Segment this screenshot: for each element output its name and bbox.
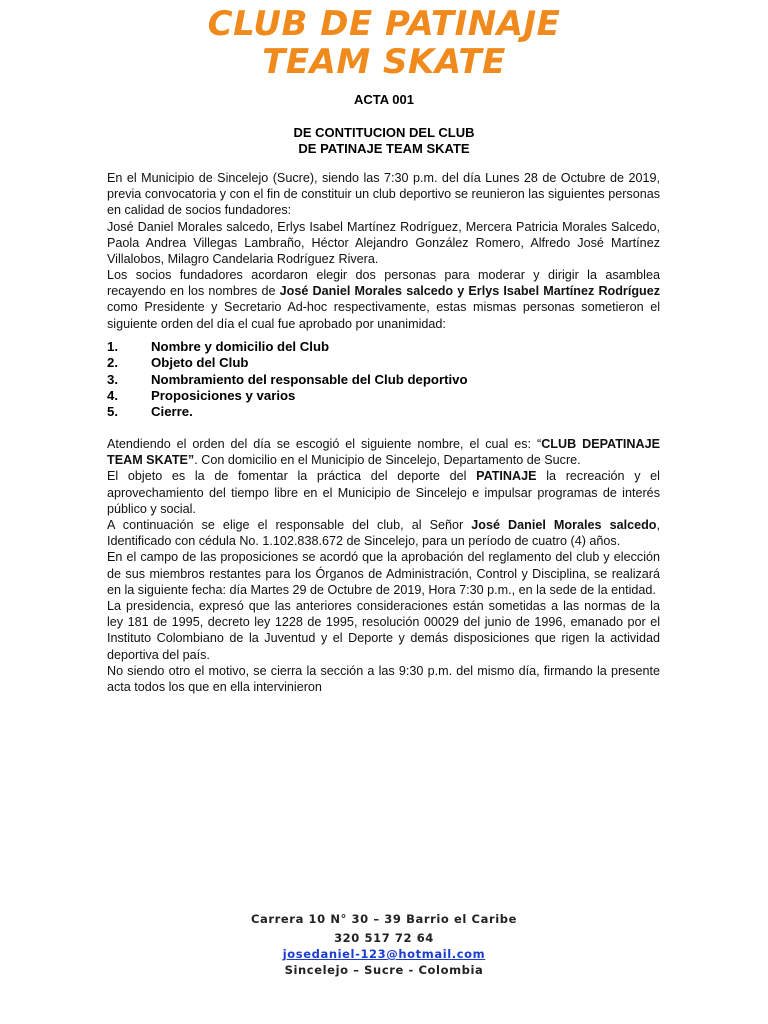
text-line: Villalobos, Milagro Candelaria Rodríguez Rivera. [107, 252, 379, 267]
text-span: Atendiendo el orden del día se escogió el siguiente nombre, el cual es: “ [107, 437, 542, 451]
agenda-list [107, 339, 660, 420]
agenda-item [107, 388, 660, 404]
text-line: en la siguiente fecha: día Martes 29 de Octubre de 2019, Hora 7:30 p.m., en la sede de la entidad. [107, 582, 656, 597]
agenda-item [107, 372, 660, 388]
footer-address: Carrera 10 N° 30 – 39 Barrio el Caribe [250, 912, 518, 926]
text-line: Paola Andrea Villegas Lambraño, Héctor Alejandro González Romero, Alfredo José Martínez [107, 235, 660, 250]
text-line: acta todos los que en ella intervinieron [107, 680, 322, 695]
footer-city: Sincelejo – Sucre - Colombia [284, 963, 484, 977]
paragraph-founders [107, 170, 660, 267]
moderator-names: José Daniel Morales salcedo y Erlys Isabel Martínez Rodríguez [279, 284, 661, 299]
agenda-item [107, 339, 660, 355]
text-line: No siendo otro el motivo, se cierra la sección a las 9:30 p.m. del mismo día, firmando la presente [107, 663, 660, 678]
agenda-item-text: Proposiciones y varios [151, 387, 296, 403]
text-line: ley 181 de 1995, decreto ley 1228 de 1995, resolución 00029 del junio de 1996, emanado por el [107, 615, 660, 630]
text-line: previa convocatoria y con el fin de constituir un club deportivo se reunieron las siguientes personas [107, 187, 660, 202]
footer-email-link[interactable]: josedaniel-123@hotmail.com [282, 947, 486, 961]
agenda-item [107, 404, 660, 420]
agenda-item-number: 5. [107, 404, 118, 420]
club-name-bold: TEAM SKATE” [107, 453, 195, 468]
text-line [107, 517, 660, 533]
text-line: En el campo de las proposiciones se acordó que la aprobación del reglamento del club y elección [107, 550, 660, 565]
text-line [107, 283, 660, 299]
text-line [107, 436, 660, 452]
agenda-item-number: 1. [107, 339, 118, 354]
paragraph-resolutions [107, 436, 660, 695]
acta-number: ACTA 001 [354, 92, 414, 107]
text-line: La presidencia, expresó que las anteriores consideraciones están sometidas a las normas de la [107, 599, 660, 614]
sport-name-bold: PATINAJE [476, 469, 537, 484]
text-line: Instituto Colombiano de la Juventud y el Deporte y demás disposiciones que rigen la actividad [107, 631, 660, 646]
footer-email-row [0, 947, 768, 961]
agenda-item-text: Objeto del Club [151, 355, 249, 371]
club-title-line2: TEAM SKATE [262, 42, 506, 82]
text-span: . Con domicilio en el Municipio de Sincelejo, Departamento de Sucre. [194, 453, 581, 468]
text-line: siguiente orden del día el cual fue aprobado por unanimidad: [107, 316, 446, 331]
agenda-item-text: Nombre y domicilio del Club [151, 339, 330, 354]
club-name-bold: CLUB DEPATINAJE [541, 437, 661, 451]
text-line: deportiva del país. [107, 647, 210, 662]
text-line [107, 452, 660, 468]
text-line: de sus miembros restantes para los Órganos de Administración, Control y Disciplina, se realizará [107, 566, 660, 581]
text-line: Los socios fundadores acordaron elegir dos personas para moderar y dirigir la asamblea [107, 268, 660, 282]
text-span: la recreación y el [536, 469, 660, 484]
agenda-item-text: Nombramiento del responsable del Club deportivo [151, 371, 468, 387]
text-span: El objeto es la de fomentar la práctica del deporte del [107, 469, 477, 484]
agenda-item [107, 355, 660, 371]
text-line: en calidad de socios fundadores: [107, 203, 292, 218]
subtitle-line1: DE CONTITUCION DEL CLUB [293, 125, 475, 140]
text-span: , [656, 518, 660, 533]
responsible-name-bold: José Daniel Morales salcedo [471, 518, 657, 533]
agenda-item-number: 4. [107, 387, 118, 403]
text-span: A continuación se elige el responsable del club, al Señor [107, 518, 472, 533]
text-line: Identificado con cédula No. 1.102.838.672 de Sincelejo, para un período de cuatro (4) años. [107, 534, 621, 549]
paragraph-moderators [107, 267, 660, 332]
text-span: recayendo en los nombres de [107, 284, 280, 299]
text-line: como Presidente y Secretario Ad-hoc respectivamente, estas mismas personas sometieron el [107, 300, 660, 315]
subtitle-line2: DE PATINAJE TEAM SKATE [298, 141, 470, 156]
agenda-item-number: 3. [107, 371, 118, 387]
agenda-item-text: Cierre. [151, 404, 193, 420]
text-line [107, 468, 660, 484]
text-line: aprovechamiento del tiempo libre en el Municipio de Sincelejo e impulsar programas de interés [107, 485, 660, 500]
text-line: público y social. [107, 501, 196, 516]
agenda-item-number: 2. [107, 355, 118, 371]
text-line: José Daniel Morales salcedo, Erlys Isabel Martínez Rodríguez, Mercera Patricia Morales Salcedo, [107, 219, 660, 234]
club-title-line1: CLUB DE PATINAJE [207, 4, 561, 44]
footer-phone: 320 517 72 64 [334, 931, 434, 945]
text-line: En el Municipio de Sincelejo (Sucre), siendo las 7:30 p.m. del día Lunes 28 de Octubre de 2019, [107, 171, 660, 185]
